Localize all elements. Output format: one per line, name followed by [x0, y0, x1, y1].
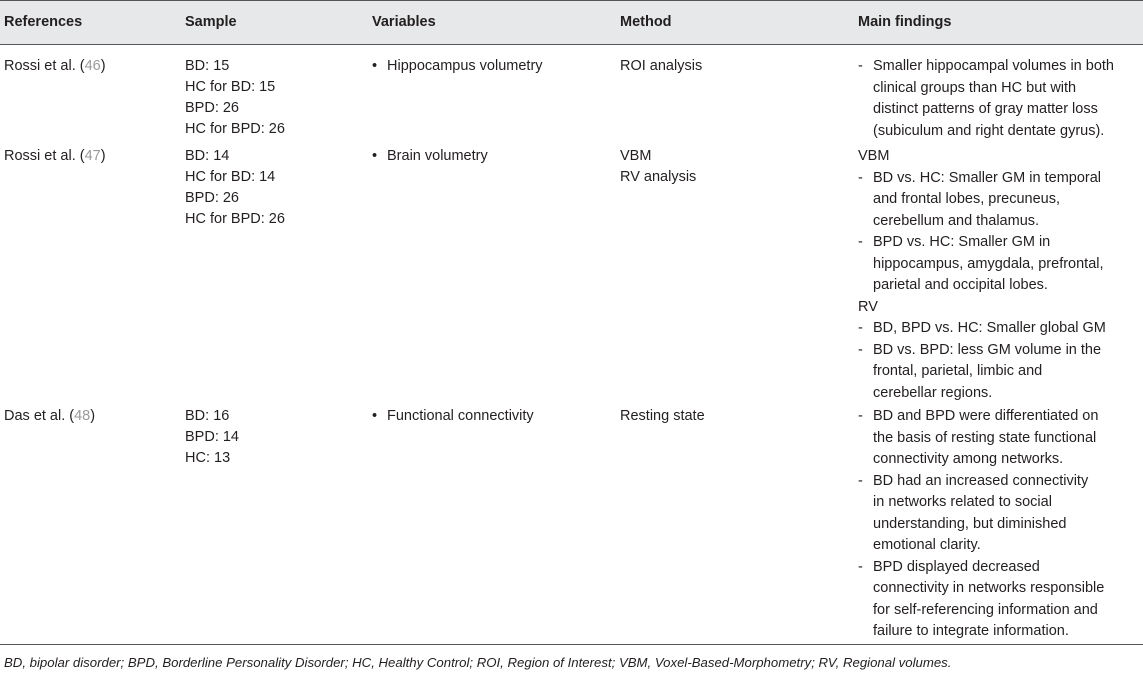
dash-marker: - [858, 341, 863, 358]
findings-cell [858, 56, 1128, 142]
finding-line: and frontal lobes, precuneus, [873, 191, 1061, 207]
variable-text: Functional connectivity [387, 408, 534, 424]
variable-text: Brain volumetry [387, 148, 488, 164]
dash-marker: - [858, 58, 863, 74]
table-footnote: BD, bipolar disorder; BPD, Borderline Personality Disorder; HC, Healthy Control; ROI, Region of Interest; VBM, Voxel-Based-Morphometry; RV, Regional volumes. [4, 655, 952, 670]
dash-marker: - [858, 408, 863, 424]
finding-line: in networks related to social [873, 494, 1052, 510]
dash-marker: - [858, 320, 863, 336]
finding-line: BD, BPD vs. HC: Smaller global GM [873, 320, 1106, 336]
sample-cell [185, 56, 285, 140]
finding-line: cerebellum and thalamus. [873, 212, 1040, 229]
findings-cell [858, 146, 1128, 404]
variable-cell [372, 406, 534, 427]
sample-line: BPD: 26 [185, 100, 239, 116]
reference-close: ) [100, 148, 106, 164]
finding-item [858, 168, 1128, 233]
finding-line: BD vs. BPD: less GM volume in the [873, 341, 1102, 358]
finding-line: Smaller hippocampal volumes in both [873, 58, 1114, 74]
dash-marker: - [858, 558, 863, 575]
sample-line: HC for BPD: 26 [185, 211, 285, 227]
dash-marker: - [858, 472, 863, 489]
finding-line: distinct patterns of gray matter loss [873, 101, 1098, 117]
top-rule [0, 0, 1143, 1]
header-variables: Variables [372, 14, 436, 30]
bullet-icon: • [372, 148, 378, 164]
citation-link[interactable]: 48 [74, 408, 91, 424]
dash-marker: - [858, 169, 863, 186]
reference-text: Rossi et al. ( [4, 58, 85, 74]
bullet-icon: • [372, 58, 378, 74]
finding-line: BPD vs. HC: Smaller GM in [873, 234, 1051, 250]
findings-subheading: VBM [858, 148, 890, 164]
reference-cell [4, 146, 106, 167]
findings-subheading: RV [858, 298, 878, 315]
sample-cell [185, 146, 285, 230]
finding-item [858, 471, 1128, 557]
sample-line: BD: 14 [185, 148, 230, 164]
header-method: Method [620, 14, 672, 30]
finding-item [858, 406, 1128, 471]
sample-line: BPD: 26 [185, 190, 239, 206]
header-rule [0, 44, 1143, 45]
finding-line: connectivity among networks. [873, 451, 1064, 467]
finding-line: (subiculum and right dentate gyrus). [873, 122, 1105, 139]
sample-line: HC for BD: 15 [185, 79, 276, 95]
finding-line: cerebellar regions. [873, 384, 993, 401]
reference-cell [4, 406, 95, 427]
finding-line: the basis of resting state functional [873, 429, 1097, 446]
method-line: ROI analysis [620, 58, 703, 74]
finding-item [858, 340, 1128, 405]
citation-link[interactable]: 47 [84, 148, 101, 164]
header-sample: Sample [185, 14, 237, 30]
variable-cell [372, 146, 488, 167]
sample-line: BPD: 14 [185, 429, 239, 445]
reference-cell [4, 56, 106, 77]
finding-item [858, 56, 1128, 142]
finding-line: BPD displayed decreased [873, 558, 1040, 575]
header-references: References [4, 14, 83, 30]
bullet-icon: • [372, 408, 378, 424]
method-cell [620, 56, 702, 77]
sample-cell [185, 406, 239, 469]
reference-close: ) [90, 408, 96, 424]
finding-line: clinical groups than HC but with [873, 79, 1077, 96]
method-line: Resting state [620, 408, 705, 424]
finding-item [858, 557, 1128, 643]
finding-line: understanding, but diminished [873, 515, 1067, 532]
variable-cell [372, 56, 543, 77]
header-main-findings: Main findings [858, 14, 952, 30]
sample-line: HC for BPD: 26 [185, 121, 285, 137]
dash-marker: - [858, 234, 863, 250]
finding-line: emotional clarity. [873, 537, 981, 553]
sample-line: HC for BD: 14 [185, 169, 276, 185]
method-line: VBM [620, 148, 652, 164]
method-cell [620, 406, 705, 427]
finding-line: connectivity in networks responsible [873, 580, 1105, 596]
finding-line: BD had an increased connectivity [873, 472, 1089, 489]
sample-line: BD: 16 [185, 408, 230, 424]
finding-line: hippocampus, amygdala, prefrontal, [873, 255, 1104, 272]
bottom-rule [0, 644, 1143, 645]
finding-line: frontal, parietal, limbic and [873, 363, 1043, 379]
finding-line: BD and BPD were differentiated on [873, 408, 1099, 424]
reference-text: Das et al. ( [4, 408, 75, 424]
method-line: RV analysis [620, 169, 697, 185]
method-cell [620, 146, 696, 188]
variable-text: Hippocampus volumetry [387, 58, 543, 74]
finding-line: for self-referencing information and [873, 601, 1098, 618]
reference-text: Rossi et al. ( [4, 148, 85, 164]
finding-item [858, 232, 1128, 297]
citation-link[interactable]: 46 [84, 58, 101, 74]
finding-line: failure to integrate information. [873, 623, 1069, 639]
sample-line: HC: 13 [185, 450, 231, 466]
finding-line: BD vs. HC: Smaller GM in temporal [873, 169, 1102, 186]
findings-cell [858, 406, 1128, 643]
finding-line: parietal and occipital lobes. [873, 277, 1048, 293]
finding-item [858, 318, 1128, 340]
sample-line: BD: 15 [185, 58, 230, 74]
reference-close: ) [100, 58, 106, 74]
table-header [0, 0, 1143, 44]
